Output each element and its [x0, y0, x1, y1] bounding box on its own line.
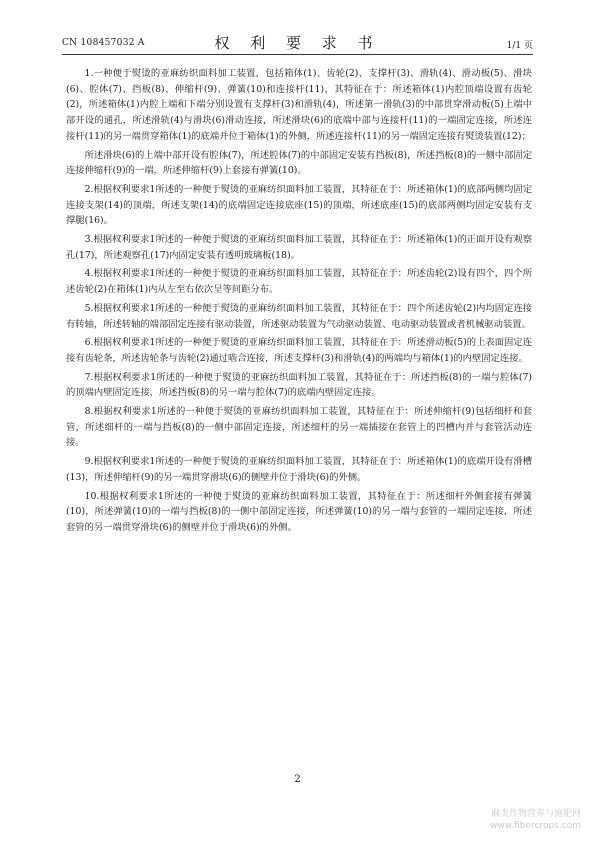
claim-7: 7.根据权利要求1所述的一种便于熨烫的亚麻纺织面料加工装置，其特征在于：所述挡板(8)的一端与腔体(7)的顶端内壁固定连接，所述挡板(8)的另一端与腔体(7)的底端内壁固定连接。 — [66, 371, 532, 399]
claim-10: 10.根据权利要求1所述的一种便于熨烫的亚麻纺织面料加工装置，其特征在于：所述细杆外侧套接有弹簧(10)，所述弹簧(10)的一端与挡板(8)的一侧中部固定连接，所述弹簧(10)的另一端与套管的一端固定连接，所述套管的另一端贯穿滑块(6)的侧壁并位于滑块(6)的外侧。 — [66, 490, 532, 533]
watermark — [490, 808, 581, 832]
claim-1: 1.一种便于熨烫的亚麻纺织面料加工装置，包括箱体(1)、齿轮(2)、支撑杆(3)、滑轨(4)、滑动板(5)、滑块(6)、腔体(7)、挡板(8)、伸缩杆(9)、弹簧(10)和连接杆(11)，其特征在于：所述箱体(1)内腔顶端设置有齿轮(2)，所述箱体(1)内腔上端和下端分别设置有支撑杆(3)和滑轨(4)，所述第一滑轨(3)的中部贯穿滑动板(5)上端中部开设的通孔，所述滑轨(4)与滑块(6)滑动连接，所述滑块(6)的底端中部与连接杆(11)的一端固定连接，所述连接杆(11)的另一端贯穿箱体(1)的底端并位于箱体(1)的外侧，所述连接杆(11)的另一端固定连接有熨烫装置(12)； — [66, 68, 532, 142]
claim-3: 3.根据权利要求1所述的一种便于熨烫的亚麻纺织面料加工装置，其特征在于：所述箱体(1)的正面开设有观察孔(17)，所述观察孔(17)内固定安装有透明玻璃板(18)。 — [66, 234, 532, 261]
publication-number: CN 108457032 A — [62, 38, 145, 48]
page-number: 2 — [294, 774, 301, 785]
claim-2: 2.根据权利要求1所述的一种便于熨烫的亚麻纺织面料加工装置，其特征在于：所述箱体(1)的底部两侧均固定连接支架(14)的顶端，所述支架(14)的底端固定连接底座(15)的顶端，所述底座(15)的底部两侧均固定安装有支撑腿(16)。 — [66, 183, 532, 227]
claim-4: 4.根据权利要求1所述的一种便于熨烫的亚麻纺织面料加工装置，其特征在于：所述齿轮(2)设有四个，四个所述齿轮(2)在箱体(1)内从左至右依次呈等间距分布。 — [66, 268, 532, 296]
claims-body — [66, 66, 532, 539]
claim-5: 5.根据权利要求1所述的一种便于熨烫的亚麻纺织面料加工装置，其特征在于：四个所述齿轮(2)内均固定连接有转轴，所述转轴的端部固定连接有驱动装置，所述驱动装置为气动驱动装置、电动驱动装置或者机械驱动装置。 — [66, 302, 532, 330]
document-title: 权 利 要 求 书 — [214, 34, 381, 52]
claim-8: 8.根据权利要求1所述的一种便于熨烫的亚麻纺织面料加工装置，其特征在于：所述伸缩杆(9)包括细杆和套管，所述细杆的一端与挡板(8)的一侧中部固定连接，所述细杆的另一端插接在套管上的凹槽内并与套管活动连接。 — [66, 406, 532, 449]
claim-1-continuation: 所述滑块(6)的上端中部开设有腔体(7)，所述腔体(7)的中部固定安装有挡板(8)，所述挡板(8)的一侧中部固定连接伸缩杆(9)的一端，所述伸缩杆(9)上套接有弹簧(10)。 — [66, 149, 532, 177]
watermark-url: www.fibercrops.com — [490, 821, 581, 831]
watermark-name: 麻类作物营养与施肥网 — [490, 809, 581, 819]
claim-9: 9.根据权利要求1所述的一种便于熨烫的亚麻纺织面料加工装置，其特征在于：所述箱体(1)的底端开设有滑槽(13)，所述伸缩杆(9)的另一端贯穿滑块(6)的侧壁并位于滑块(6)的外侧。 — [66, 456, 532, 483]
claim-6: 6.根据权利要求1所述的一种便于熨烫的亚麻纺织面料加工装置，其特征在于：所述滑动板(5)的上表面固定连接有齿轮条，所述齿轮条与齿轮(2)通过啮合连接，所述支撑杆(3)和滑轨(4)的两端均与箱体(1)的内壁固定连接。 — [66, 337, 532, 364]
page-header — [62, 30, 533, 55]
page-indicator: 1/1 页 — [506, 41, 533, 51]
